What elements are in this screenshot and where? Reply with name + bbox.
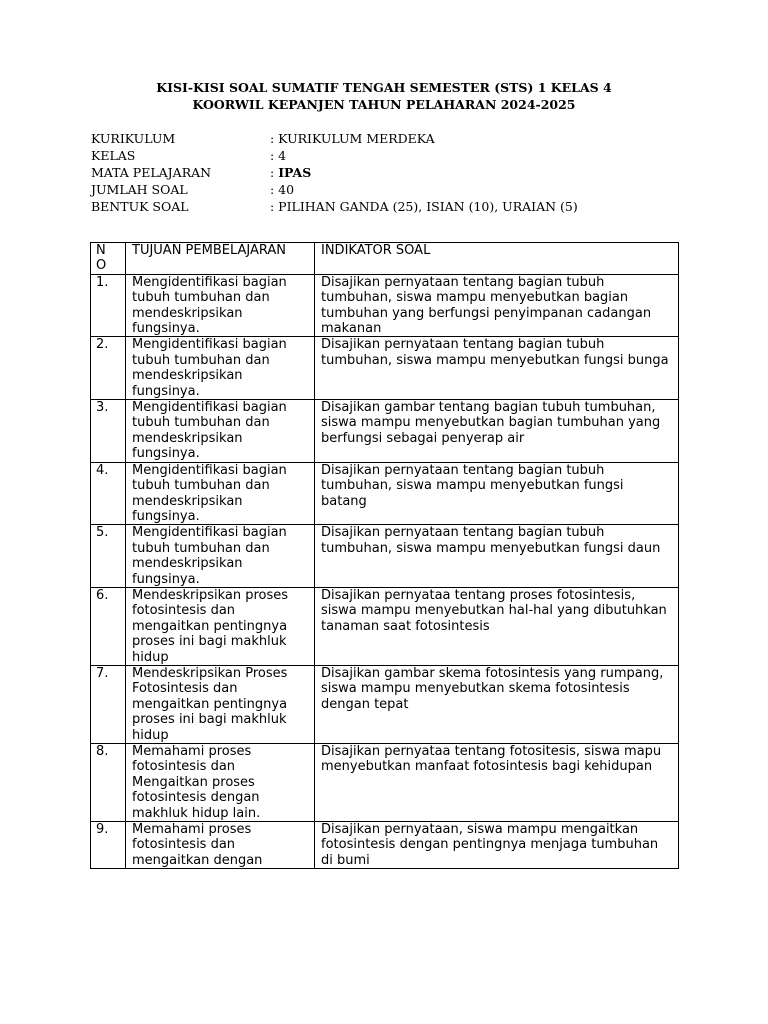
meta-row-bentuk-soal: [91, 198, 578, 215]
row-tujuan: Mengidentifikasi bagian tubuh tumbuhan dan mendeskripsikan fungsinya.: [126, 337, 315, 400]
table-row: [91, 525, 679, 588]
document-meta: [91, 130, 578, 215]
row-no: 7.: [91, 665, 126, 743]
meta-value-subject: IPAS: [278, 165, 312, 180]
row-no: 4.: [91, 462, 126, 525]
table-row: [91, 744, 679, 822]
row-no: 6.: [91, 587, 126, 665]
row-indikator: Disajikan gambar skema fotosintesis yang rumpang, siswa mampu menyebutkan skema fotosintesis dengan tepat: [315, 665, 679, 743]
meta-label: JUMLAH SOAL: [91, 182, 188, 197]
row-no: 5.: [91, 525, 126, 588]
table-row: [91, 587, 679, 665]
table-row: [91, 665, 679, 743]
header-indikator: INDIKATOR SOAL: [315, 243, 679, 275]
table-header-row: [91, 243, 679, 275]
row-tujuan: [126, 822, 315, 869]
meta-row-mata-pelajaran: [91, 164, 578, 181]
row-indikator: Disajikan pernyataan tentang bagian tubuh tumbuhan, siswa mampu menyebutkan bagian tumbuhan yang berfungsi penyimpanan cadangan makanan: [315, 274, 679, 337]
header-no: N O: [91, 243, 126, 275]
row-tujuan: Mengidentifikasi bagian tubuh tumbuhan dan mendeskripsikan fungsinya.: [126, 525, 315, 588]
document-title: [0, 79, 768, 113]
row-tujuan: Mengidentifikasi bagian tubuh tumbuhan dan mendeskripsikan fungsinya.: [126, 462, 315, 525]
title-line-2: KOORWIL KEPANJEN TAHUN PELAHARAN 2024-2025: [192, 97, 576, 112]
row-indikator: Disajikan pernyataan tentang bagian tubuh tumbuhan, siswa mampu menyebutkan fungsi batang: [315, 462, 679, 525]
table-row: [91, 400, 679, 463]
table-row: [91, 822, 679, 869]
meta-value-prefix: :: [270, 165, 279, 180]
meta-value: : 4: [270, 148, 287, 163]
table-row: [91, 337, 679, 400]
row-indikator: Disajikan pernyataan, siswa mampu mengaitkan fotosintesis dengan pentingnya menjaga tumbuhan di bumi: [315, 822, 679, 869]
meta-value: : PILIHAN GANDA (25), ISIAN (10), URAIAN (5): [270, 199, 578, 214]
meta-label: KELAS: [91, 148, 136, 163]
meta-label: KURIKULUM: [91, 131, 176, 146]
meta-value: : KURIKULUM MERDEKA: [270, 131, 435, 146]
table-row: [91, 274, 679, 337]
row-indikator: Disajikan gambar tentang bagian tubuh tumbuhan, siswa mampu menyebutkan bagian tumbuhan yang berfungsi sebagai penyerap air: [315, 400, 679, 463]
meta-value: : 40: [270, 182, 295, 197]
row-no: 1.: [91, 274, 126, 337]
row-tujuan: Mendeskripsikan proses fotosintesis dan mengaitkan pentingnya proses ini bagi makhluk hidup: [126, 587, 315, 665]
row-tujuan: Mengidentifikasi bagian tubuh tumbuhan dan mendeskripsikan fungsinya.: [126, 274, 315, 337]
row-tujuan: Mengidentifikasi bagian tubuh tumbuhan dan mendeskripsikan fungsinya.: [126, 400, 315, 463]
row-indikator: Disajikan pernyataa tentang proses fotosintesis, siswa mampu menyebutkan hal-hal yang dibutuhkan tanaman saat fotosintesis: [315, 587, 679, 665]
row-no: 8.: [91, 744, 126, 822]
meta-row-kelas: [91, 147, 578, 164]
row-indikator: Disajikan pernyataan tentang bagian tubuh tumbuhan, siswa mampu menyebutkan fungsi bunga: [315, 337, 679, 400]
row-tujuan-text: Memahami proses fotosintesis dan mengaitkan dengan: [132, 822, 263, 868]
kisi-kisi-table: [90, 242, 679, 869]
row-indikator: Disajikan pernyataa tentang fotositesis, siswa mapu menyebutkan manfaat fotosintesis bagi kehidupan: [315, 744, 679, 822]
header-tujuan: TUJUAN PEMBELAJARAN: [126, 243, 315, 275]
meta-label: MATA PELAJARAN: [91, 165, 212, 180]
table-row: [91, 462, 679, 525]
row-indikator: Disajikan pernyataan tentang bagian tubuh tumbuhan, siswa mampu menyebutkan fungsi daun: [315, 525, 679, 588]
row-tujuan: Memahami proses fotosintesis dan Mengaitkan proses fotosintesis dengan makhluk hidup lain.: [126, 744, 315, 822]
row-no: 9.: [91, 822, 126, 869]
title-line-1: KISI-KISI SOAL SUMATIF TENGAH SEMESTER (STS) 1 KELAS 4: [156, 80, 612, 95]
row-no: 3.: [91, 400, 126, 463]
meta-value: [270, 164, 311, 181]
meta-label: BENTUK SOAL: [91, 199, 189, 214]
row-tujuan: Mendeskripsikan Proses Fotosintesis dan mengaitkan pentingnya proses ini bagi makhluk hidup: [126, 665, 315, 743]
row-no: 2.: [91, 337, 126, 400]
meta-row-jumlah-soal: [91, 181, 578, 198]
meta-row-kurikulum: [91, 130, 578, 147]
